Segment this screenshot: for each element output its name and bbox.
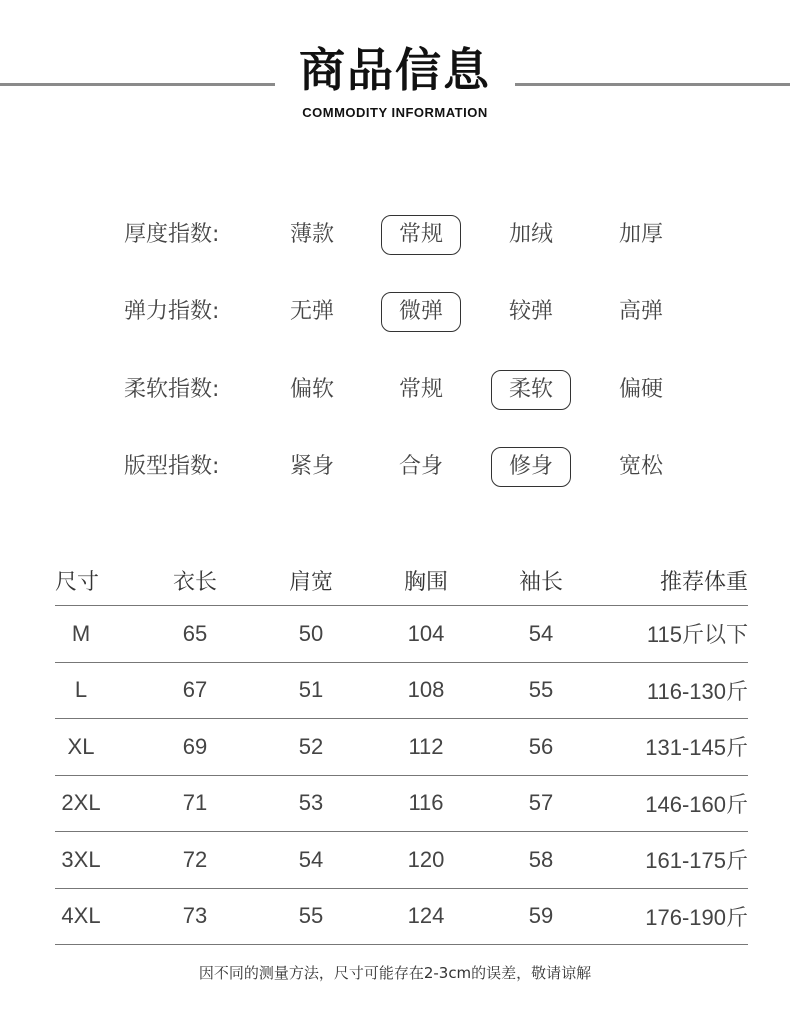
table-cell: XL xyxy=(67,733,95,759)
index-option: 薄款 xyxy=(289,222,334,247)
size-table xyxy=(55,555,748,945)
table-cell: 53 xyxy=(298,790,324,816)
table-cell: 161-175斤 xyxy=(645,848,748,874)
table-cell: 131-145斤 xyxy=(645,735,748,761)
table-cell: 69 xyxy=(182,733,208,759)
table-cell: 55 xyxy=(298,903,324,929)
table-cell: 2XL xyxy=(61,790,101,816)
table-cell: 54 xyxy=(528,620,554,646)
table-cell: 72 xyxy=(182,846,208,872)
table-cell: 59 xyxy=(528,903,554,929)
table-cell: M xyxy=(71,620,91,646)
header-rule-right xyxy=(515,83,790,86)
table-cell: 124 xyxy=(407,903,445,929)
table-cell: 51 xyxy=(298,677,324,703)
index-label: 柔软指数: xyxy=(124,377,220,402)
index-option-selected: 微弹 xyxy=(381,292,461,332)
table-row xyxy=(55,889,748,946)
index-option: 加厚 xyxy=(618,222,663,247)
index-option-selected: 常规 xyxy=(381,215,461,255)
measurement-note: 因不同的测量方法，尺寸可能存在2-3cm的误差，敬请谅解 xyxy=(198,964,592,982)
index-option: 偏软 xyxy=(289,377,334,402)
table-row xyxy=(55,719,748,776)
table-header-cell: 尺寸 xyxy=(55,569,100,595)
index-option: 常规 xyxy=(398,377,443,402)
table-header-cell: 肩宽 xyxy=(288,569,333,595)
page-subtitle: COMMODITY INFORMATION xyxy=(302,105,488,120)
table-cell: 112 xyxy=(408,733,444,759)
index-option: 较弹 xyxy=(508,299,553,324)
table-row xyxy=(55,776,748,833)
table-cell: 4XL xyxy=(61,903,101,929)
table-cell: 146-160斤 xyxy=(645,791,748,817)
table-row xyxy=(55,606,748,663)
index-option: 合身 xyxy=(398,454,443,479)
table-cell: 120 xyxy=(407,846,445,872)
index-row-softness xyxy=(0,365,790,415)
index-row-fit xyxy=(0,442,790,492)
index-label: 厚度指数: xyxy=(124,222,220,247)
table-cell: 54 xyxy=(298,846,324,872)
table-cell: 50 xyxy=(298,620,324,646)
index-option: 偏硬 xyxy=(618,377,663,402)
table-header-cell: 衣长 xyxy=(172,569,217,595)
table-cell: 67 xyxy=(182,677,208,703)
index-row-thickness xyxy=(0,210,790,260)
index-label: 版型指数: xyxy=(124,454,220,479)
table-cell: 73 xyxy=(182,903,208,929)
table-cell: 71 xyxy=(182,790,208,816)
index-option: 高弹 xyxy=(618,299,663,324)
table-cell: 58 xyxy=(528,846,554,872)
index-option: 宽松 xyxy=(618,454,663,479)
table-cell: 55 xyxy=(528,677,554,703)
table-header-cell: 推荐体重 xyxy=(659,569,748,595)
table-cell: 65 xyxy=(182,620,208,646)
table-row xyxy=(55,663,748,720)
table-header-cell: 袖长 xyxy=(518,569,563,595)
table-cell: 176-190斤 xyxy=(645,904,748,930)
index-option-selected: 修身 xyxy=(491,447,571,487)
table-cell: L xyxy=(74,677,88,703)
index-label: 弹力指数: xyxy=(124,299,220,324)
index-option: 无弹 xyxy=(289,299,334,324)
table-cell: 115斤以下 xyxy=(646,622,748,648)
section-header xyxy=(0,0,790,140)
table-cell: 104 xyxy=(407,620,445,646)
table-cell: 3XL xyxy=(61,846,101,872)
table-cell: 116-130斤 xyxy=(646,678,748,704)
table-cell: 56 xyxy=(528,733,554,759)
table-cell: 52 xyxy=(298,733,324,759)
table-header-cell: 胸围 xyxy=(403,569,448,595)
table-row xyxy=(55,832,748,889)
index-option: 紧身 xyxy=(289,454,334,479)
page-title: 商品信息 xyxy=(299,43,491,97)
index-option: 加绒 xyxy=(508,222,553,247)
index-option-selected: 柔软 xyxy=(491,370,571,410)
table-cell: 108 xyxy=(407,677,445,703)
index-row-elasticity xyxy=(0,287,790,337)
table-cell: 57 xyxy=(528,790,554,816)
table-cell: 116 xyxy=(408,790,444,816)
table-header-row xyxy=(55,555,748,606)
